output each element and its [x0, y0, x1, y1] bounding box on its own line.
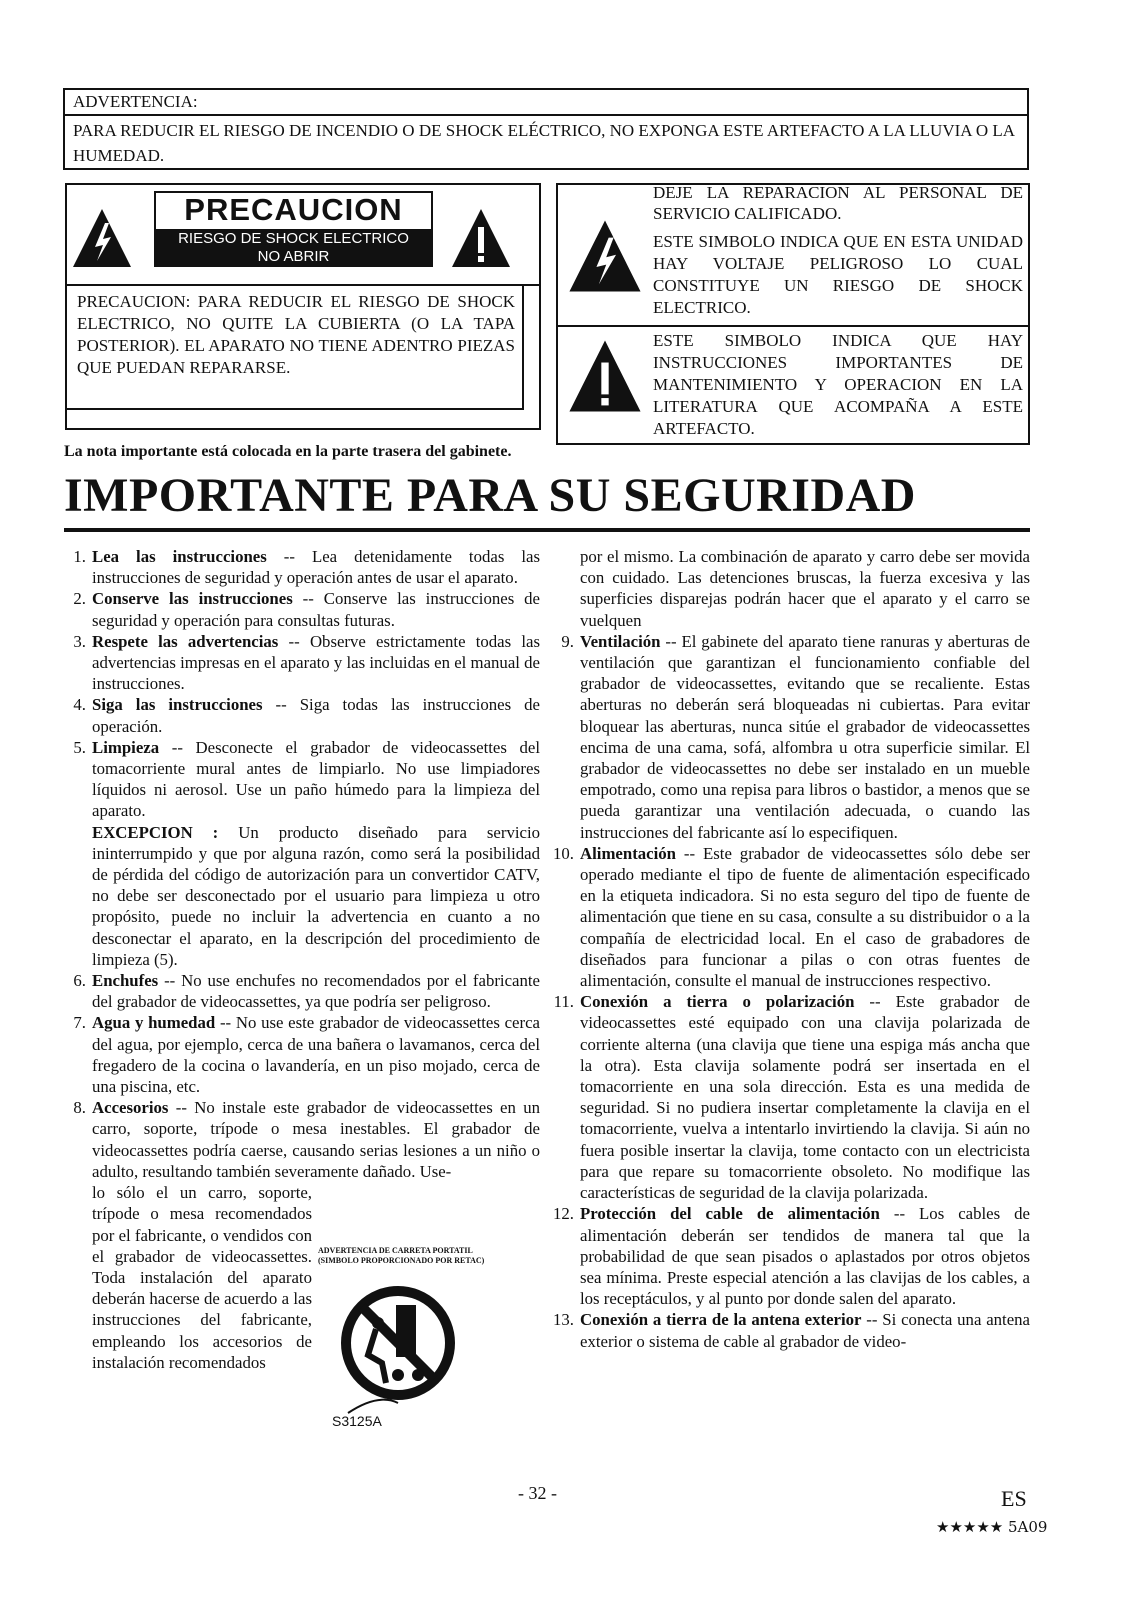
lightning-warning-icon — [71, 207, 133, 269]
caution-bar — [156, 229, 431, 265]
document-code: ★★★★★ 5A09 — [936, 1518, 1048, 1536]
service-text: DEJE LA REPARACION AL PERSONAL DE SERVICIO CALIFICADO. — [653, 183, 1023, 223]
page-number: - 32 - — [518, 1483, 557, 1503]
caution-label-frame — [154, 191, 433, 267]
lightning-symbol-icon — [566, 218, 644, 294]
item8-continuation: lo sólo el un carro, soporte, trípode o mesa recomendados por el fabricante, o vendidos con el grabador de videocassettes. Toda instalación del aparato deberán hacerse de acuerdo a las instrucciones del fabricante, empleando los accesorios de instalación recomendados — [92, 1183, 312, 1372]
right-column — [550, 546, 1030, 1352]
cart-caption-line2: (SIMBOLO PROPORCIONADO POR RETAC) — [318, 1256, 485, 1265]
caution-bar-line2: NO ABRIR — [257, 248, 330, 265]
exclamation-explanation: ESTE SIMBOLO INDICA QUE HAY INSTRUCCIONES IMPORTANTES DE MANTENIMIENTO Y OPERACION EN LA LITERATURA QUE ACOMPAÑA A ESTE ARTEFACTO. — [653, 331, 1023, 438]
list-item-exception: EXCEPCION : Un producto diseñado para servicio ininterrumpido y que por alguna razón, como será la posibilidad de pérdida del código de autorización para un convertidor CATV, no debe ser desconectado por el usuario para limpieza u otro propósito, puede no incluir la advertencia en cuanto a no desconectar el aparato, en la descripción del procedimiento de limpieza (5). — [92, 822, 541, 969]
caution-inner-frame — [67, 286, 524, 410]
list-item: 7. Agua y humedad -- No use este grabador de videocassettes cerca del agua, por ejemplo, cerca de una bañera o lavamanos, cerca del fregadero de la cocina o lavandería, en un piso mojado, cerca de una piscina, etc. — [73, 1013, 540, 1097]
note-text: La nota importante está colocada en la parte trasera del gabinete. — [64, 443, 512, 460]
title-rule — [64, 528, 1030, 532]
list-item: 12. Protección del cable de alimentación -- Los cables de alimentación deberán ser tendidos de manera tal que la probabilidad de que sean pisados o aplastados por otros objetos sea mínima. Preste especial atención a las clavijas de los cables, a los receptáculos, y al punto por donde salen del aparato. — [553, 1204, 1030, 1309]
lightning-explanation: ESTE SIMBOLO INDICA QUE EN ESTA UNIDAD HAY VOLTAJE PELIGROSO LO CUAL CONSTITUYE UN RIESGO DE SHOCK ELECTRICO. — [653, 232, 1023, 317]
caution-bar-line1: RIESGO DE SHOCK ELECTRICO — [178, 230, 409, 247]
symbols-divider — [558, 325, 1028, 327]
cart-caption — [318, 1246, 484, 1266]
warning-box — [63, 88, 1029, 170]
list-item: 8. Accesorios -- No instale este grabador de videocassettes en un carro, soporte, trípode o mesa inestables. El grabador de videocassettes podría caerse, causando serias lesiones a un niño o adulto, resultando también severamente dañado. Use- — [73, 1098, 540, 1181]
caution-box — [65, 183, 541, 430]
caution-text-frame — [67, 284, 539, 428]
cart-caption-line1: ADVERTENCIA DE CARRETA PORTATIL — [318, 1246, 473, 1255]
list-item-continuation: por el mismo. La combinación de aparato y carro debe ser movida con cuidado. Las detenciones bruscas, la fuerza excesiva y las superficies disparejas podrán hacer que el aparato y el carro se vuelquen — [580, 547, 1030, 630]
cart-warning-icon — [338, 1283, 458, 1423]
symbols-box — [556, 183, 1030, 445]
exclamation-warning-icon — [450, 207, 512, 269]
list-item: 13. Conexión a tierra de la antena exterior -- Si conecta una antena exterior o sistema de cable al grabador de video- — [553, 1310, 1030, 1351]
language-code: ES — [1001, 1486, 1027, 1511]
caution-text: PRECAUCION: PARA REDUCIR EL RIESGO DE SHOCK ELECTRICO, NO QUITE LA CUBIERTA (O LA TAPA POSTERIOR). EL APARATO NO TIENE ADENTRO PIEZAS QUE PUEDAN REPARARSE. — [77, 292, 515, 377]
list-item: 1. Lea las instrucciones -- Lea detenidamente todas las instrucciones de seguridad y operación antes de usar el aparato. — [73, 547, 540, 588]
exclamation-symbol-icon — [566, 338, 644, 414]
list-item: 5. Limpieza -- Desconecte el grabador de videocassettes del tomacorriente mural antes de limpiarlo. No use limpiadores líquidos ni aerosol. Use un paño húmedo para la limpieza del aparato. — [73, 737, 540, 821]
list-item: 11. Conexión a tierra o polarización -- Este grabador de videocassettes esté equipado con una clavija polarizada de corriente alterna (una clavija que tiene una espiga más ancha que la otra). Esta clavija solamente podrá ser insertada en el tomacorriente en una sola dirección. Esta es una medida de seguridad. Si no pudiera insertar completamente la clavija en el tomacorriente, vuelva a intentarlo invirtiendo la clavija. Si aún no fuera posible insertar la clavija, tome contacto con un electricista para que repare su tomacorriente obsoleto. No modifique las características de seguridad de la clavija polarizada. — [553, 992, 1030, 1203]
warning-body: PARA REDUCIR EL RIESGO DE INCENDIO O DE SHOCK ELÉCTRICO, NO EXPONGA ESTE ARTEFACTO A LA LLUVIA O LA HUMEDAD. — [65, 114, 1027, 168]
list-item-continuation — [62, 1182, 540, 1373]
main-title: IMPORTANTE PARA SU SEGURIDAD — [64, 469, 916, 522]
list-item: 6. Enchufes -- No use enchufes no recomendados por el fabricante del grabador de videocassettes, ya que podría ser peligroso. — [73, 971, 540, 1012]
warning-title: ADVERTENCIA: — [73, 92, 198, 111]
list-item: 2. Conserve las instrucciones -- Conserve las instrucciones de seguridad y operación para consultas futuras. — [73, 589, 540, 630]
list-item: 10. Alimentación -- Este grabador de videocassettes sólo debe ser operado mediante el tipo de fuente de alimentación especificado en la etiqueta indicadora. Si no esta seguro del tipo de fuente de alimentación que tiene en su casa, consulte a su distribuidor o a la compañía de electricidad local. En el caso de grabadores de diseñados para funcionar a pilas o con otras fuentes de alimentación, consulte el manual de instrucciones respectivo. — [553, 843, 1030, 991]
list-item: 4. Siga las instrucciones -- Siga todas las instrucciones de operación. — [73, 695, 540, 736]
caution-heading: PRECAUCION — [184, 192, 403, 227]
list-item: 9. Ventilación -- El gabinete del aparato tiene ranuras y aberturas de ventilación que garantizan el funcionamiento confiable del grabador de videocassettes, evitando que se recaliente. Estas aberturas no deberán será bloqueadas ni cubiertas. Para evitar bloquear las aberturas, nunca sitúe el grabador de videocassettes encima de una cama, sofá, alfombra u otra superficie similar. El grabador de videocassettes no debe ser instalado en un mueble empotrado, como una repisa para libros o bastidor, a menos que se pueda garantizar una ventilación adecuada, o cuando las instrucciones del fabricante así lo especifiquen. — [561, 631, 1030, 842]
cart-code: S3125A — [332, 1413, 382, 1429]
list-item: 3. Respete las advertencias -- Observe estrictamente todas las advertencias impresas en el aparato y las incluidas en el manual de instrucciones. — [73, 631, 540, 694]
